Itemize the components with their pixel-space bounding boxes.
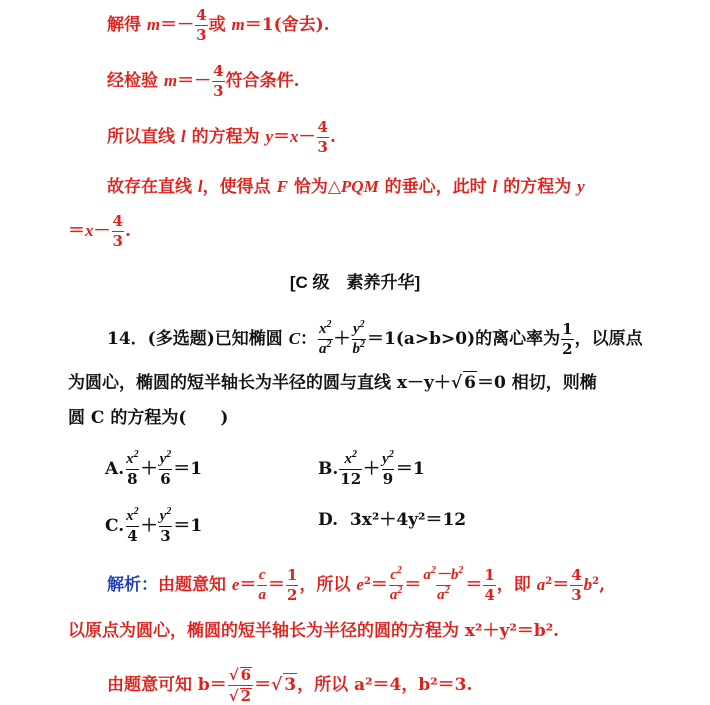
solution-line-2: 经检验 m＝－ $\frac{4}{3}$ 符合条件.	[107, 62, 300, 100]
fraction-half: $\frac{1}{2}$	[562, 320, 573, 358]
solution-line-4: 故存在直线 l，使得点 F 恰为△PQM 的垂心，此时 l 的方程为 y	[107, 177, 585, 197]
solution-line-5: ＝x－ $\frac{4}{3}$ .	[68, 212, 131, 250]
analysis-line-2: 以原点为圆心，椭圆的短半轴长为半径的圆的方程为 x²＋y²＝b².	[68, 621, 560, 641]
fraction-y2-b2: $\frac{y^2}{b^2}$	[352, 319, 366, 357]
question-line-1: 14．(多选题)已知椭圆 C： $\frac{x^2}{a^2}$ ＋ $\frac{y^2}{b^2}$ ＝1(a>b>0)的离心率为 $\frac{1}{2}$ ，以原点	[107, 319, 643, 358]
fraction: $\frac{4}{3}$	[196, 6, 207, 44]
option-b[interactable]: B. $\frac{x^2}{12}$ ＋ $\frac{y^2}{9}$ ＝1	[318, 449, 425, 488]
analysis-line-1: 解析：由题意知 e＝ $\frac{c}{a}$ ＝ $\frac{1}{2}$ ，所以 $e^2=$ $\frac{c^2}{a^2}$ ＝ $\frac{a^2-b^2}{a^2}$ ＝ $\frac{1}{4}$ ，即 $a^2=$ $\frac{4}{3}$ $b^2$,	[107, 565, 606, 604]
fraction-x2-a2: $\frac{x^2}{a^2}$	[319, 319, 332, 357]
option-a[interactable]: A. $\frac{x^2}{8}$ ＋ $\frac{y^2}{6}$ ＝1	[105, 449, 203, 488]
analysis-line-3: 由题意可知 b＝ $\frac{√ 6}{√ 2}$ ＝√ 3，所以 a²＝4，b²＝3.	[107, 666, 473, 705]
fraction: $\frac{4}{3}$	[213, 62, 224, 100]
option-d[interactable]: D. 3x²＋4y²＝12	[318, 510, 467, 530]
option-c[interactable]: C. $\frac{x^2}{4}$ ＋ $\frac{y^2}{3}$ ＝1	[105, 506, 203, 545]
analysis-label: 解析：	[107, 575, 158, 595]
solution-line-3: 所以直线 l 的方程为 y＝x－ $\frac{4}{3}$ .	[107, 118, 336, 156]
fraction: $\frac{4}{3}$	[317, 118, 328, 156]
section-title: [C 级 素养升华]	[289, 273, 421, 292]
question-line-2: 为圆心，椭圆的短半轴长为半径的圆与直线 x－y＋√ 6＝0 相切，则椭	[68, 373, 597, 393]
fraction: $\frac{4}{3}$	[112, 212, 123, 250]
solution-line-1: 解得 m＝－ $\frac{4}{3}$ 或 m＝1(舍去).	[107, 6, 330, 44]
question-line-3: 圆 C 的方程为( )	[68, 408, 229, 428]
